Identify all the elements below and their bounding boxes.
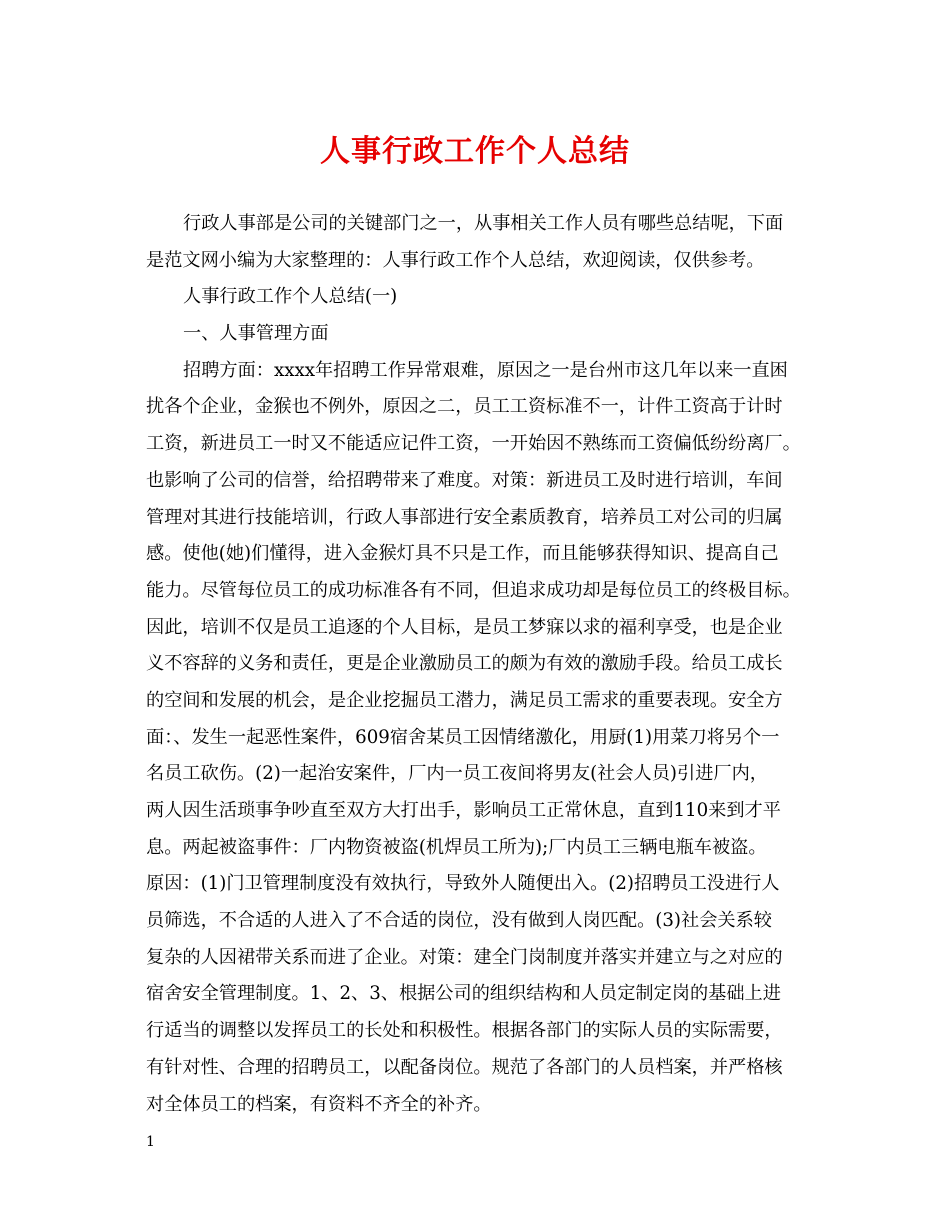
text-line: 招聘方面：xxxx年招聘工作异常艰难，原因之一是台州市这几年以来一直困 (183, 359, 788, 381)
text-line: 息。两起被盗事件：厂内物资被盗(机焊员工所为);厂内员工三辆电瓶车被盗。 (146, 836, 767, 858)
text-line: 义不容辞的义务和责任，更是企业激励员工的颇为有效的激励手段。给员工成长 (146, 653, 783, 675)
text-line: 扰各个企业，金猴也不例外，原因之二，员工工资标准不一，计件工资高于计时 (146, 396, 783, 418)
text-line: 原因：(1)门卫管理制度没有效执行，导致外人随便出入。(2)招聘员工没进行人 (146, 873, 780, 895)
text-line: 行适当的调整以发挥员工的长处和积极性。根据各部门的实际人员的实际需要， (146, 1020, 783, 1042)
text-line: 能力。尽管每位员工的成功标准各有不同，但追求成功却是每位员工的终极目标。 (146, 579, 801, 601)
text-line: 面：、发生一起恶性案件，609宿舍某员工因情绪激化，用厨(1)用菜刀将另个一 (146, 726, 780, 748)
text-line: 也影响了公司的信誉，给招聘带来了难度。对策：新进员工及时进行培训，车间 (146, 469, 783, 491)
text-line: 因此，培训不仅是员工追逐的个人目标，是员工梦寐以求的福利享受，也是企业 (146, 616, 783, 638)
text-line: 行政人事部是公司的关键部门之一，从事相关工作人员有哪些总结呢，下面 (183, 213, 784, 234)
text-line: 有针对性、合理的招聘员工，以配备岗位。规范了各部门的人员档案，并严格核 (146, 1056, 783, 1078)
text-line: 人事行政工作个人总结(一) (183, 286, 398, 308)
text-line: 一、人事管理方面 (183, 323, 329, 345)
text-line: 感。使他(她)们懂得，进入金猴灯具不只是工作，而且能够获得知识、提高自己 (146, 543, 779, 565)
text-line: 宿舍安全管理制度。1、2、3、根据公司的组织结构和人员定制定岗的基础上进 (146, 983, 781, 1005)
text-line: 是范文网小编为大家整理的：人事行政工作个人总结，欢迎阅读，仅供参考。 (146, 249, 765, 271)
text-line: 复杂的人因裙带关系而进了企业。对策：建全门岗制度并落实并建立与之对应的 (146, 946, 783, 968)
document-body (146, 206, 806, 1123)
text-line: 名员工砍伤。(2)一起治安案件，厂内一员工夜间将男友(社会人员)引进厂内， (146, 763, 768, 785)
text-line: 两人因生活琐事争吵直至双方大打出手，影响员工正常休息，直到110来到才平 (146, 800, 781, 821)
text-line: 的空间和发展的机会，是企业挖掘员工潜力，满足员工需求的重要表现。安全方 (146, 689, 783, 711)
text-line: 工资，新进员工一时又不能适应记件工资，一开始因不熟练而工资偏低纷纷离厂。 (146, 433, 801, 455)
document-title: 人事行政工作个人总结 (320, 134, 630, 169)
text-line: 对全体员工的档案，有资料不齐全的补齐。 (146, 1093, 492, 1115)
text-line: 管理对其进行技能培训，行政人事部进行安全素质教育，培养员工对公司的归属 (146, 506, 783, 528)
page-number: 1 (146, 1134, 155, 1150)
text-line: 员筛选，不合适的人进入了不合适的岗位，没有做到人岗匹配。(3)社会关系较 (146, 910, 772, 932)
